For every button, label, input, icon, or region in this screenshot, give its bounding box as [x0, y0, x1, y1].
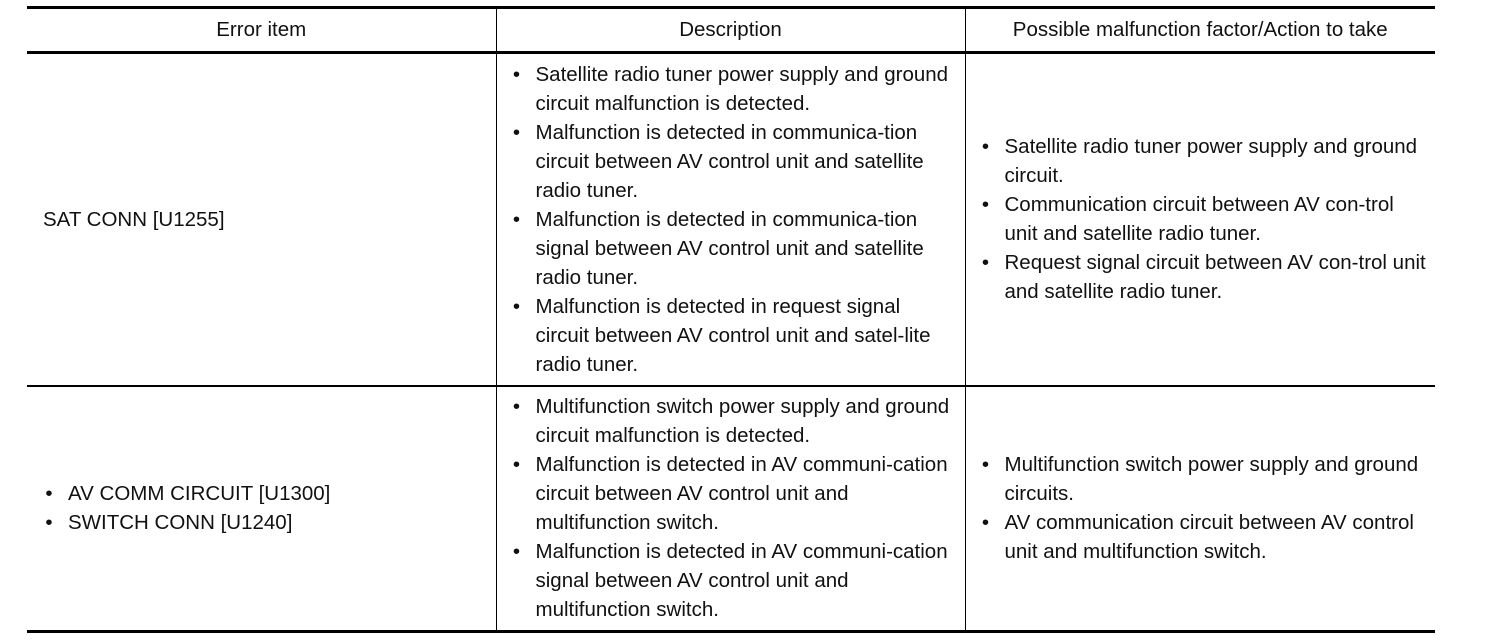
action-list [980, 450, 1428, 566]
action-list [980, 132, 1428, 306]
table-row [27, 53, 1435, 386]
action-item: • Multifunction switch power supply and ground circuits. [980, 450, 1428, 508]
action-item: • AV communication circuit between AV control unit and multifunction switch. [980, 508, 1428, 566]
header-description: Description [496, 8, 965, 53]
action-item: • Satellite radio tuner power supply and ground circuit. [980, 132, 1428, 190]
description-item: • Multifunction switch power supply and ground circuit malfunction is detected. [511, 392, 957, 450]
error-item-cell [27, 386, 496, 632]
table-row [27, 386, 1435, 632]
description-item: • Malfunction is detected in communica-tion circuit between AV control unit and satellite radio tuner. [511, 118, 957, 205]
description-list [511, 60, 957, 379]
description-item: • Malfunction is detected in communica-tion signal between AV control unit and satellite radio tuner. [511, 205, 957, 292]
action-item: • Communication circuit between AV con-trol unit and satellite radio tuner. [980, 190, 1428, 248]
error-item-text: • AV COMM CIRCUIT [U1300] [43, 479, 486, 508]
description-item: • Malfunction is detected in AV communi-cation signal between AV control unit and multifunction switch. [511, 537, 957, 624]
error-item-text: • SWITCH CONN [U1240] [43, 508, 486, 537]
description-cell [496, 386, 965, 632]
header-action: Possible malfunction factor/Action to take [965, 8, 1435, 53]
description-cell [496, 53, 965, 386]
description-item: • Satellite radio tuner power supply and ground circuit malfunction is detected. [511, 60, 957, 118]
error-item-cell [27, 53, 496, 386]
error-item-text: SAT CONN [U1255] [43, 207, 225, 231]
header-error-item: Error item [27, 8, 496, 53]
action-cell [965, 386, 1435, 632]
description-list [511, 392, 957, 624]
header-row [27, 8, 1435, 53]
description-item: • Malfunction is detected in AV communi-cation circuit between AV control unit and multifunction switch. [511, 450, 957, 537]
description-item: • Malfunction is detected in request signal circuit between AV control unit and satel-lite radio tuner. [511, 292, 957, 379]
action-cell [965, 53, 1435, 386]
action-item: • Request signal circuit between AV con-trol unit and satellite radio tuner. [980, 248, 1428, 306]
error-table [27, 6, 1435, 633]
error-item-list [43, 479, 486, 537]
